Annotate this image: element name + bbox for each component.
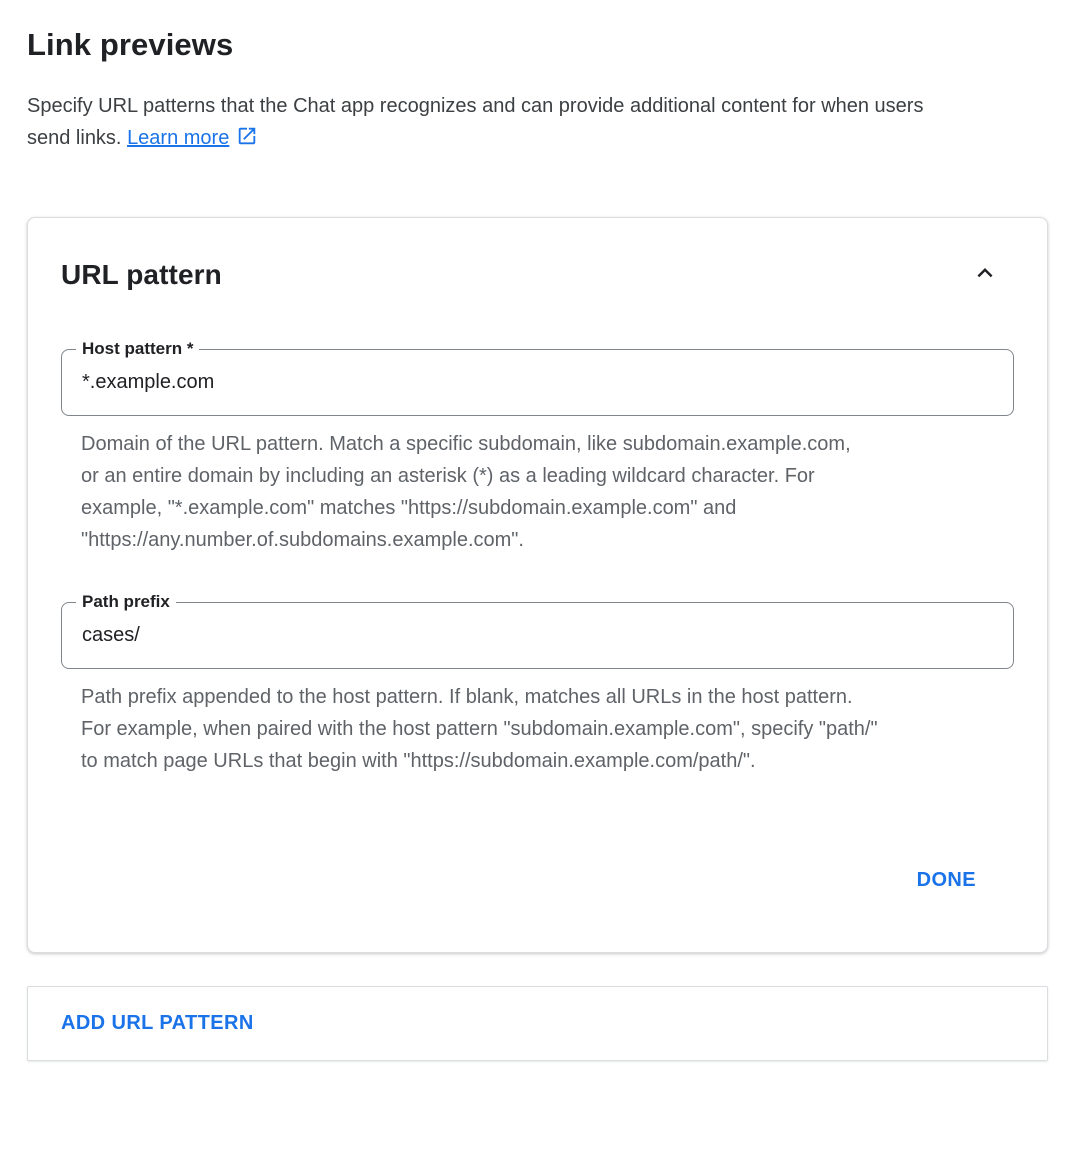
path-prefix-field — [61, 592, 1014, 669]
host-pattern-field — [61, 339, 1014, 416]
learn-more-label: Learn more — [127, 127, 230, 149]
card-header — [61, 256, 1014, 293]
host-pattern-helper-text: Domain of the URL pattern. Match a specific subdomain, like subdomain.example.com, or an entire domain by including an asterisk (*) as a leading wildcard character. For example, "*.example.com" matches "https://subdomain.example.com" and "https://any.number.of.subdomains.example.com". — [81, 433, 851, 551]
done-button[interactable]: DONE — [907, 861, 986, 900]
page-title: Link previews — [27, 27, 234, 62]
path-prefix-helper-text: Path prefix appended to the host pattern. If blank, matches all URLs in the host pattern. For example, when paired with the host pattern "subdomain.example.com", specify "path/" to match page URLs that begin with "https://subdomain.example.com/path/". — [81, 686, 878, 772]
learn-more-link[interactable] — [127, 127, 258, 149]
chevron-up-icon — [970, 258, 1000, 291]
path-prefix-input[interactable] — [82, 624, 993, 647]
url-pattern-card — [27, 217, 1048, 953]
host-pattern-label: Host pattern * — [76, 338, 199, 360]
host-pattern-input[interactable] — [82, 371, 993, 394]
add-url-pattern-bar — [27, 986, 1048, 1061]
collapse-button[interactable] — [968, 256, 1002, 293]
card-title: URL pattern — [61, 258, 222, 290]
open-in-new-icon — [236, 130, 258, 152]
path-prefix-label: Path prefix — [76, 591, 176, 613]
card-actions — [61, 861, 1014, 900]
page-description-text: Specify URL patterns that the Chat app recognizes and can provide additional content for when users send links. — [27, 95, 924, 149]
add-url-pattern-button[interactable]: ADD URL PATTERN — [51, 1004, 264, 1043]
page-description — [27, 90, 972, 157]
